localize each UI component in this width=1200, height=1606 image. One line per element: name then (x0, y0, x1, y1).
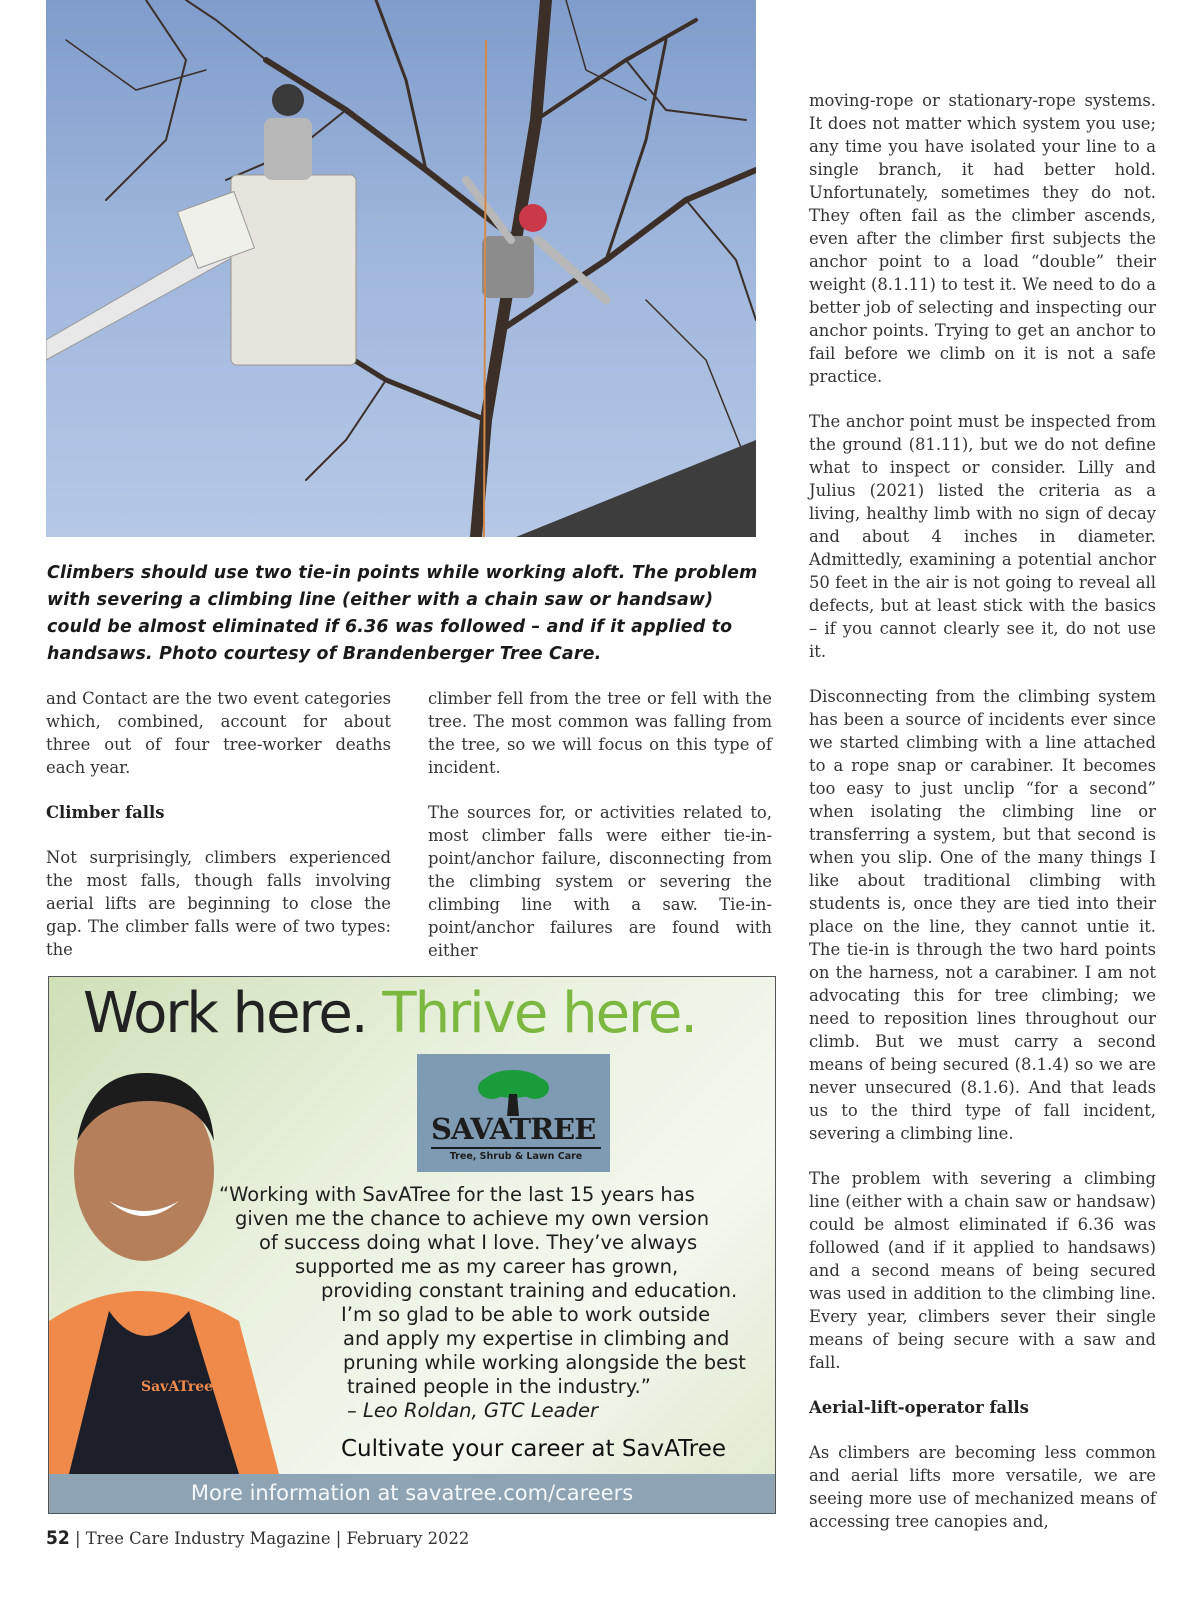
quote-line: given me the chance to achieve my own version (235, 1207, 710, 1230)
logo-tagline: Tree, Shrub & Lawn Care (431, 1147, 601, 1162)
paragraph: The sources for, or activities related to, most climber falls were either tie-in-point/anchor failure, disconnecting from the climbing system or severing the climbing line with a saw. Tie-in-point/anchor failures are found with either (428, 803, 772, 960)
article-column-1 (46, 687, 391, 983)
footer-publication: | Tree Care Industry Magazine | February 2022 (75, 1529, 470, 1548)
paragraph: and Contact are the two event categories which, combined, account for about three out of four tree-worker deaths each year. (46, 689, 391, 777)
savatree-advertisement[interactable] (48, 976, 776, 1514)
quote-line: I’m so glad to be able to work outside (341, 1303, 711, 1326)
ad-call-to-action: Cultivate your career at SavATree (341, 1436, 727, 1462)
page-footer (46, 1527, 469, 1549)
paragraph: Not surprisingly, climbers experienced the most falls, though falls involving aerial lifts are beginning to close the gap. The climber falls were of two types: the (46, 848, 391, 959)
article-photo (46, 0, 756, 537)
ad-headline-thrive: Thrive here. (382, 981, 697, 1046)
quote-line: providing constant training and education. (321, 1279, 738, 1302)
page-number: 52 (46, 1527, 70, 1549)
quote-line: and apply my expertise in climbing and (343, 1327, 730, 1350)
quote-attribution: – Leo Roldan, GTC Leader (347, 1399, 598, 1422)
section-heading-climber-falls: Climber falls (46, 803, 165, 822)
logo-wordmark: SAVATREE (431, 1112, 596, 1146)
paragraph: climber fell from the tree or fell with the tree. The most common was falling from the tree, so we will focus on this type of incident. (428, 689, 772, 777)
quote-line: supported me as my career has grown, (295, 1255, 679, 1278)
testimonial-quote (219, 1183, 776, 1423)
paragraph: The anchor point must be inspected from the ground (81.11), but we do not define what to inspect or consider. Lilly and Julius (2021) listed the criteria as a living, healthy limb with no sign of decay and about 4 inches in diameter. Admittedly, examining a potential anchor 50 feet in the air is not going to reveal all defects, but at least stick with the basics – if you cannot clearly see it, do not use it. (809, 412, 1156, 661)
paragraph: The problem with severing a climbing line (either with a chain saw or handsaw) could be almost eliminated if 6.36 was followed (and if it applied to handsaws) and a second means of being secured was used in addition to the climbing line. Every year, climbers sever their single means of being secure with a saw and fall. (809, 1169, 1156, 1372)
article-column-3 (809, 89, 1156, 1555)
savatree-logo (417, 1054, 610, 1172)
shirt-logo-text: SavATree (141, 1379, 214, 1395)
quote-line: pruning while working alongside the best (343, 1351, 746, 1374)
article-column-2 (428, 687, 772, 984)
ad-careers-link[interactable]: More information at savatree.com/careers (49, 1474, 775, 1513)
paragraph: moving-rope or stationary-rope systems. It does not matter which system you use; any time you have isolated your line to a single branch, it had better hold. Unfortunately, sometimes they do not. They often fail as the climber ascends, even after the climber first subjects the anchor point to a load “double” their weight (8.1.11) to test it. We need to do a better job of selecting and inspecting our anchor points. Trying to get an anchor to fail before we climb on it is not a safe practice. (809, 91, 1156, 386)
photo-caption: Climbers should use two tie-in points while working aloft. The problem with severing a climbing line (either with a chain saw or handsaw) could be almost eliminated if 6.36 was followed – and if it applied to handsaws. Photo courtesy of Brandenberger Tree Care. (47, 563, 758, 664)
section-heading-aerial-lift-falls: Aerial-lift-operator falls (809, 1398, 1029, 1417)
paragraph: As climbers are becoming less common and aerial lifts more versatile, we are seeing more use of mechanized means of accessing tree canopies and, (809, 1443, 1156, 1531)
ad-headline (83, 981, 696, 1046)
quote-line: of success doing what I love. They’ve always (259, 1231, 698, 1254)
quote-line: trained people in the industry.” (347, 1375, 651, 1398)
tree-climbers-illustration (46, 0, 756, 537)
ad-headline-work: Work here. (83, 981, 367, 1046)
paragraph: Disconnecting from the climbing system has been a source of incidents ever since we started climbing with a line attached to a rope snap or carabiner. It becomes too easy to just unclip “for a second” when isolating the climbing line or transferring a system, but that second is when you slip. One of the many things I like about traditional climbing with students is, once they are tied into their place on the line, they cannot untie it. The tie-in is through the two hard points on the harness, not a carabiner. I am not advocating this for tree climbing; we need to reposition lines throughout our climb. But we must carry a second means of being secured (8.1.4) so we are never unsecured (8.1.6). And that leads us to the third type of fall incident, severing a climbing line. (809, 687, 1156, 1143)
quote-line: “Working with SavATree for the last 15 years has (219, 1183, 695, 1206)
